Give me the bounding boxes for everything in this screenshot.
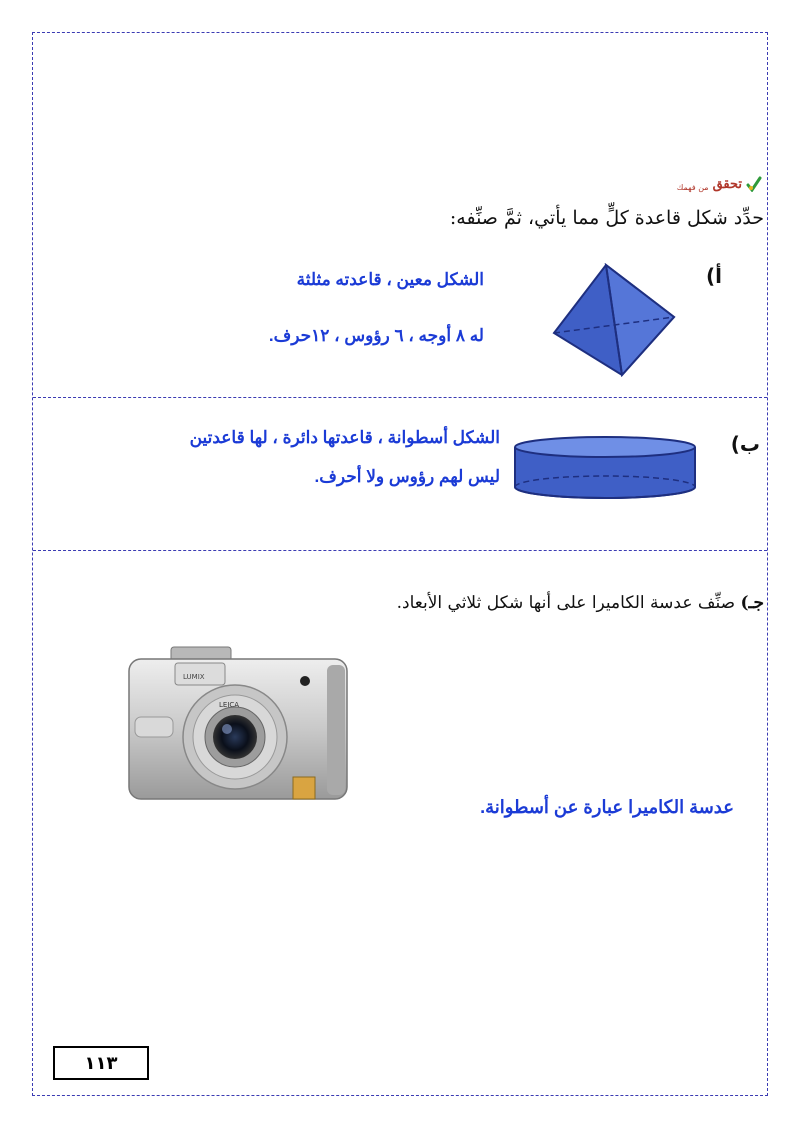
item-c-answer: عدسة الكاميرا عبارة عن أسطوانة. (480, 797, 734, 817)
cylinder-icon (513, 436, 697, 500)
item-a-label: أ) (706, 264, 722, 288)
page-border (32, 32, 768, 1096)
camera-model-text: LUMIX (183, 673, 205, 681)
octahedron-icon (552, 263, 676, 377)
item-b-answer-line1: الشكل أسطوانة ، قاعدتها دائرة ، لها قاعدتين (189, 428, 500, 447)
section-divider (33, 397, 767, 398)
check-understanding-header (677, 176, 762, 192)
item-c-caption (397, 593, 764, 613)
camera-image (127, 645, 351, 803)
item-b-label: ب) (730, 432, 760, 456)
page-number: ١١٣ (53, 1046, 149, 1080)
item-a-answer-line2: له ٨ أوجه ، ٦ رؤوس ، ١٢حرف. (268, 326, 484, 345)
header-subtitle: من فهمك (676, 183, 709, 192)
check-icon (746, 176, 762, 192)
camera-brand-text: LEICA (219, 701, 240, 709)
item-c-caption-text: صنِّف عدسة الكاميرا على أنها شكل ثلاثي الأبعاد. (396, 593, 736, 613)
header-title: تحقق (712, 177, 742, 192)
item-a-answer-line1: الشكل معين ، قاعدته مثلثة (296, 270, 484, 289)
instruction-text: حدِّد شكل قاعدة كلٍّ مما يأتي، ثمَّ صنِّفه: (449, 207, 764, 229)
item-c-label: جـ) (740, 593, 764, 613)
section-divider (33, 550, 767, 551)
item-b-answer-line2: ليس لهم رؤوس ولا أحرف. (314, 467, 500, 486)
